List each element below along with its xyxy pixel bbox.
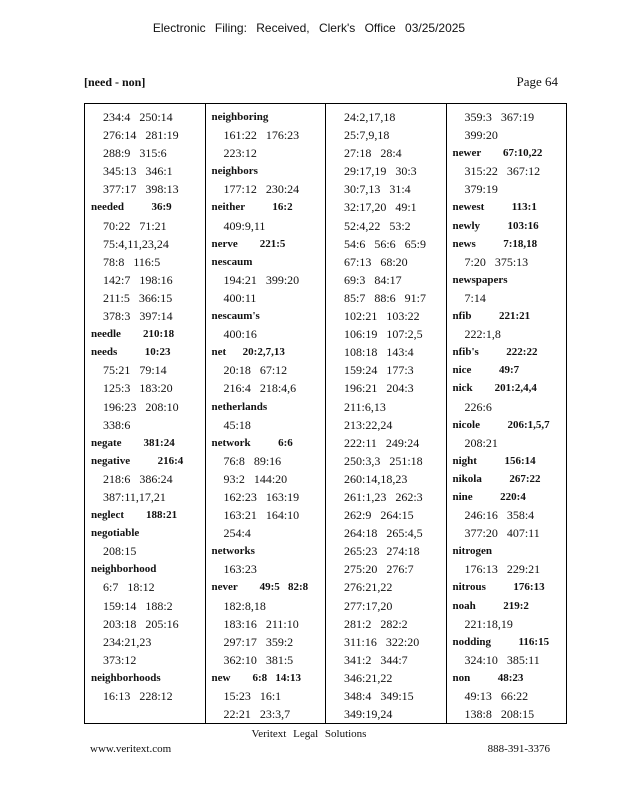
index-page-refs: 182:8,18 [223, 598, 266, 613]
index-page-refs: 22:21 23:3,7 [223, 707, 291, 722]
index-page-refs: 222:1,8 [464, 327, 501, 342]
index-page-refs: 25:7,9,18 [344, 128, 390, 143]
index-page-refs: 377:20 407:11 [464, 526, 540, 541]
index-page-refs: 254:4 [223, 526, 251, 541]
index-term: needle 210:18 [91, 328, 175, 341]
index-page-refs: 24:2,17,18 [344, 110, 396, 124]
index-page-refs: 216:4 218:4,6 [223, 381, 297, 396]
index-term: nikola 267:22 [452, 472, 541, 485]
index-page-refs: 125:3 183:20 [103, 381, 173, 396]
index-column-4 [447, 104, 567, 723]
index-page-refs: 70:22 71:21 [103, 218, 167, 233]
index-page-refs: 7:20 375:13 [464, 254, 529, 269]
index-page-refs: 324:10 385:11 [464, 652, 540, 667]
index-page-refs: 106:19 107:2,5 [344, 327, 423, 342]
index-term: nfib 221:21 [452, 310, 531, 323]
index-page-refs: 29:17,19 30:3 [344, 164, 417, 179]
index-term: nine 220:4 [452, 490, 526, 503]
index-page-refs: 276:21,22 [344, 580, 393, 595]
index-page-refs: 203:18 205:16 [103, 616, 179, 631]
index-page-refs: 163:23 [223, 562, 257, 577]
index-page-refs: 102:21 103:22 [344, 309, 420, 324]
index-page-refs: 226:6 [464, 399, 492, 414]
index-page-refs: 400:11 [223, 290, 257, 305]
index-page-refs: 377:17 398:13 [103, 182, 179, 197]
index-column-3 [326, 104, 447, 723]
index-term: nice 49:7 [452, 364, 520, 377]
index-page-refs: 7:14 [464, 290, 486, 305]
index-page-refs: 208:15 [103, 544, 137, 559]
index-page-refs: 359:3 367:19 [464, 110, 535, 124]
index-page-refs: 222:11 249:24 [344, 435, 420, 450]
footer-phone: 888-391-3376 [487, 743, 550, 755]
index-page-refs: 260:14,18,23 [344, 471, 408, 486]
index-page-refs: 218:6 386:24 [103, 471, 173, 486]
index-term: neighborhood [91, 563, 157, 576]
index-page-refs: 196:23 208:10 [103, 399, 179, 414]
index-page-refs: 223:12 [223, 146, 257, 161]
index-page-refs: 208:21 [464, 435, 498, 450]
index-page-refs: 142:7 198:16 [103, 272, 173, 287]
index-page-refs: 93:2 144:20 [223, 471, 288, 486]
index-page-refs: 163:21 164:10 [223, 508, 300, 523]
index-page-refs: 211:5 366:15 [103, 290, 173, 305]
index-page-refs: 261:1,23 262:3 [344, 489, 423, 504]
index-page-refs: 194:21 399:20 [223, 272, 300, 287]
index-term: net 20:2,7,13 [211, 346, 285, 359]
index-term: needs 10:23 [91, 346, 171, 359]
index-term: neighboring [211, 111, 269, 123]
index-page-refs: 264:18 265:4,5 [344, 526, 423, 541]
index-term: nescaum [211, 255, 253, 268]
index-term: non 48:23 [452, 671, 524, 684]
index-page-refs: 20:18 67:12 [223, 363, 288, 378]
index-page-refs: 27:18 28:4 [344, 146, 402, 161]
index-page-refs: 277:17,20 [344, 598, 393, 613]
index-page-refs: 76:8 89:16 [223, 453, 282, 468]
index-term: newly 103:16 [452, 219, 539, 232]
index-term: nitrous 176:13 [452, 581, 545, 594]
index-column-1 [85, 104, 206, 723]
index-page-refs: 276:14 281:19 [103, 128, 179, 143]
index-page-refs: 275:20 276:7 [344, 562, 414, 577]
index-page-refs: 6:7 18:12 [103, 580, 155, 595]
index-page-refs: 183:16 211:10 [223, 616, 299, 631]
index-page-refs: 373:12 [103, 652, 137, 667]
index-page-refs: 211:6,13 [344, 399, 386, 414]
index-term: netherlands [211, 400, 268, 413]
page-number: Page 64 [516, 74, 558, 89]
index-term: neighbors [211, 165, 258, 178]
index-page-refs: 75:21 79:14 [103, 363, 167, 378]
index-page-refs: 138:8 208:15 [464, 707, 535, 722]
index-page-refs: 221:18,19 [464, 616, 513, 631]
index-page-refs: 315:22 367:12 [464, 164, 541, 179]
index-page-refs: 177:12 230:24 [223, 182, 300, 197]
index-page-refs: 85:7 88:6 91:7 [344, 290, 427, 305]
index-range: [need - non] [84, 75, 146, 89]
footer-url: www.veritext.com [90, 743, 172, 755]
index-page-refs: 399:20 [464, 128, 498, 143]
index-term: newer 67:10,22 [452, 147, 543, 160]
index-term: night 156:14 [452, 454, 536, 467]
index-page-refs: 409:9,11 [223, 218, 266, 233]
index-page-refs: 362:10 381:5 [223, 652, 294, 667]
index-page-refs: 349:19,24 [344, 707, 393, 722]
footer-company: Veritext Legal Solutions [251, 728, 367, 740]
index-table [84, 103, 567, 724]
index-term: needed 36:9 [91, 201, 172, 214]
index-term: negative 216:4 [91, 454, 184, 467]
index-page-refs: 69:3 84:17 [344, 272, 402, 287]
index-page-refs: 45:18 [223, 417, 251, 432]
index-page-refs: 378:3 397:14 [103, 309, 173, 324]
index-page-refs: 250:3,3 251:18 [344, 453, 423, 468]
index-page-refs: 159:24 177:3 [344, 363, 414, 378]
index-page-refs: 341:2 344:7 [344, 652, 408, 667]
index-page-refs: 159:14 188:2 [103, 598, 173, 613]
index-term: negotiable [91, 527, 140, 540]
index-term: never 49:5 82:8 [211, 581, 309, 594]
index-term: nicole 206:1,5,7 [452, 418, 550, 431]
index-term: networks [211, 545, 255, 558]
index-page-refs: 265:23 274:18 [344, 544, 420, 559]
index-page-refs: 108:18 143:4 [344, 345, 414, 360]
index-page-refs: 234:21,23 [103, 634, 152, 649]
index-term: neither 16:2 [211, 201, 293, 214]
index-page-refs: 78:8 116:5 [103, 254, 161, 269]
index-page-refs: 32:17,20 49:1 [344, 200, 417, 215]
index-page-refs: 400:16 [223, 327, 257, 342]
index-term: nick 201:2,4,4 [452, 382, 537, 395]
index-term: newspapers [452, 273, 508, 286]
index-page-refs: 346:21,22 [344, 670, 393, 685]
index-page-refs: 67:13 68:20 [344, 254, 408, 269]
index-term: neglect 188:21 [91, 509, 178, 522]
index-term: newest 113:1 [452, 201, 537, 214]
index-page-refs: 262:9 264:15 [344, 508, 414, 523]
index-term: neighborhoods [91, 671, 161, 684]
index-page-refs: 338:6 [103, 417, 131, 432]
index-page-refs: 246:16 358:4 [464, 508, 535, 523]
index-page-refs: 196:21 204:3 [344, 381, 414, 396]
index-page-refs: 297:17 359:2 [223, 634, 294, 649]
index-page-refs: 54:6 56:6 65:9 [344, 236, 427, 251]
filing-stamp-header: Electronic Filing: Received, Clerk's Office 03/25/2025 [152, 21, 466, 35]
index-term: network 6:6 [211, 436, 293, 449]
index-term: new 6:8 14:13 [211, 671, 302, 684]
index-page-refs: 15:23 16:1 [223, 689, 282, 703]
index-page-refs: 49:13 66:22 [464, 689, 529, 703]
index-term: noah 219:2 [452, 599, 529, 612]
index-term: nodding 116:15 [452, 635, 550, 648]
index-term: nescaum's [211, 310, 260, 323]
index-page-refs: 281:2 282:2 [344, 616, 408, 631]
index-page-refs: 161:22 176:23 [223, 128, 300, 143]
index-column-2 [206, 104, 327, 723]
index-page-refs: 379:19 [464, 182, 498, 197]
index-term: nfib's 222:22 [452, 346, 538, 359]
index-page-refs: 52:4,22 53:2 [344, 218, 411, 233]
index-page-refs: 75:4,11,23,24 [103, 236, 169, 251]
index-page-refs: 213:22,24 [344, 417, 393, 432]
index-page-refs: 387:11,17,21 [103, 489, 166, 504]
index-term: negate 381:24 [91, 436, 175, 449]
index-page-refs: 30:7,13 31:4 [344, 182, 411, 197]
index-page-refs: 345:13 346:1 [103, 164, 173, 179]
index-page-refs: 234:4 250:14 [103, 110, 173, 124]
index-term: nerve 221:5 [211, 237, 286, 250]
index-page-refs: 288:9 315:6 [103, 146, 167, 161]
index-page-refs: 16:13 228:12 [103, 689, 173, 703]
index-page-refs: 311:16 322:20 [344, 634, 420, 649]
index-page-refs: 176:13 229:21 [464, 562, 541, 577]
index-term: nitrogen [452, 545, 493, 558]
index-term: news 7:18,18 [452, 237, 538, 250]
index-page-refs: 348:4 349:15 [344, 689, 414, 703]
index-page-refs: 162:23 163:19 [223, 489, 300, 504]
